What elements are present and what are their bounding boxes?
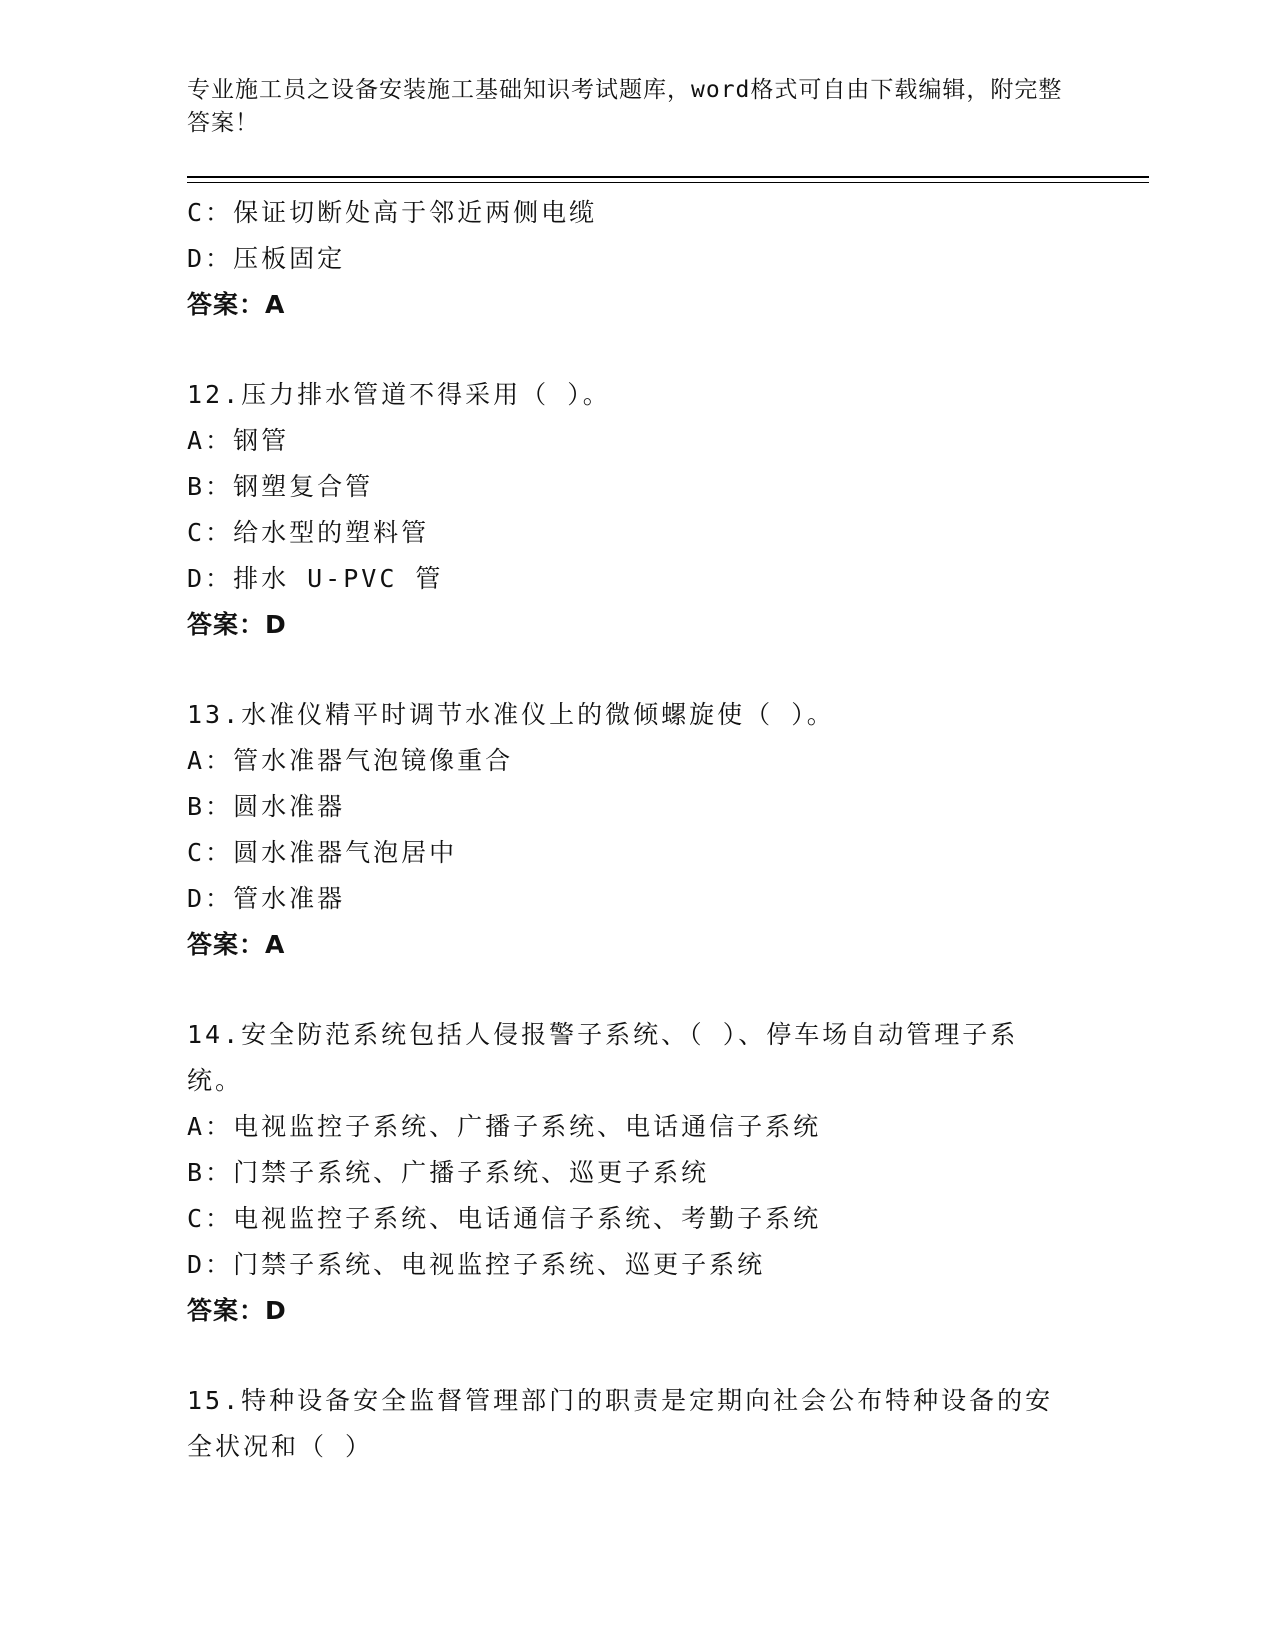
option-d: D：压板固定 xyxy=(187,244,346,273)
option-d: D：门禁子系统、电视监控子系统、巡更子系统 xyxy=(187,1250,766,1279)
header-divider-thin xyxy=(187,182,1149,183)
option-b: B：钢塑复合管 xyxy=(187,472,374,501)
answer-line: 答案：D xyxy=(187,1296,287,1325)
option-c: C：圆水准器气泡居中 xyxy=(187,838,458,867)
question-15-stem: 15.特种设备安全监督管理部门的职责是定期向社会公布特种设备的安全状况和（ ） xyxy=(187,1386,1054,1461)
option-b: B：圆水准器 xyxy=(187,792,346,821)
answer-line: 答案：A xyxy=(187,290,286,319)
question-13-stem: 13.水准仪精平时调节水准仪上的微倾螺旋使（ ）。 xyxy=(187,700,835,729)
option-a: A：管水准器气泡镜像重合 xyxy=(187,746,514,775)
option-a: A：钢管 xyxy=(187,426,290,455)
question-14-stem: 14.安全防范系统包括人侵报警子系统、（ ）、停车场自动管理子系统。 xyxy=(187,1020,1019,1095)
answer-line: 答案：D xyxy=(187,610,287,639)
header-divider-thick xyxy=(187,176,1149,178)
option-c: C：给水型的塑料管 xyxy=(187,518,430,547)
answer-line: 答案：A xyxy=(187,930,286,959)
question-content xyxy=(187,190,1087,1470)
option-d: D：排水 U-PVC 管 xyxy=(187,564,444,593)
option-c: C：电视监控子系统、电话通信子系统、考勤子系统 xyxy=(187,1204,822,1233)
question-12-stem: 12.压力排水管道不得采用（ ）。 xyxy=(187,380,611,409)
option-d: D：管水准器 xyxy=(187,884,346,913)
document-header: 专业施工员之设备安装施工基础知识考试题库，word格式可自由下载编辑，附完整答案！ xyxy=(187,77,1063,136)
option-b: B：门禁子系统、广播子系统、巡更子系统 xyxy=(187,1158,710,1187)
option-a: A：电视监控子系统、广播子系统、电话通信子系统 xyxy=(187,1112,822,1141)
option-c: C：保证切断处高于邻近两侧电缆 xyxy=(187,198,598,227)
